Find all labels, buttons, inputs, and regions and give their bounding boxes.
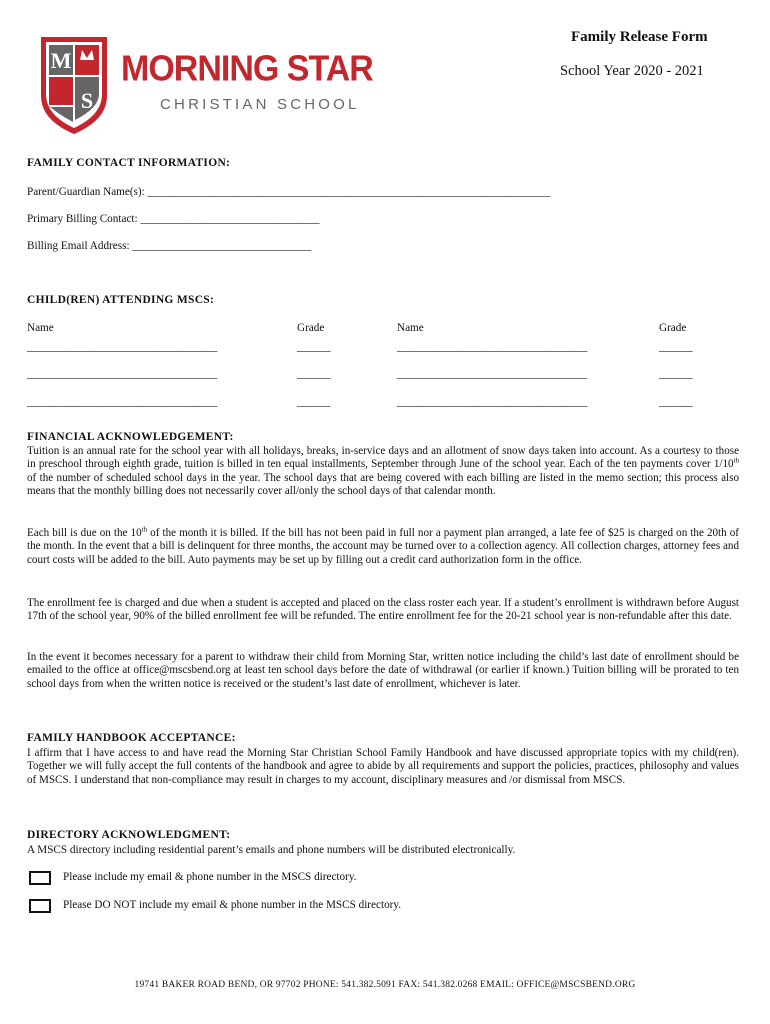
child-grade-field[interactable]: ______ bbox=[297, 396, 331, 408]
form-title: Family Release Form bbox=[571, 29, 708, 45]
child-grade-field[interactable]: ______ bbox=[297, 368, 331, 380]
include-directory-checkbox[interactable] bbox=[29, 871, 51, 885]
child-grade-field[interactable]: ______ bbox=[297, 341, 331, 353]
exclude-directory-checkbox[interactable] bbox=[29, 899, 51, 913]
school-subtitle: CHRISTIAN SCHOOL bbox=[160, 96, 360, 113]
logo-letter-s: S bbox=[80, 88, 94, 113]
logo-letter-m: M bbox=[50, 48, 72, 73]
parent-guardian-field[interactable]: Parent/Guardian Name(s): ________________________________________________________________________ bbox=[27, 186, 551, 198]
child-grade-field[interactable]: ______ bbox=[659, 368, 693, 380]
footer-contact: 19741 BAKER ROAD BEND, OR 97702 PHONE: 541.382.5091 FAX: 541.382.0268 EMAIL: OFFICE@MSCSBEND.ORG bbox=[134, 980, 636, 990]
child-name-field[interactable]: __________________________________ bbox=[397, 341, 588, 353]
child-name-field[interactable]: __________________________________ bbox=[27, 341, 218, 353]
withdrawal-paragraph: In the event it becomes necessary for a parent to withdraw their child from Morning Star, written notice including the child’s last date of enrollment should be emailed to the office at office@mscsbend.org at least ten school days before the date of withdrawal (or earlier if known.) Tuition billing will be prorated to ten school days from when the written notice is received or the student’s last date of enrollment, whichever is later. bbox=[27, 651, 739, 690]
child-name-field[interactable]: __________________________________ bbox=[397, 396, 588, 408]
name-column-header: Name bbox=[27, 322, 54, 334]
grade-column-header: Grade bbox=[659, 322, 687, 334]
school-name: MORNING STAR bbox=[121, 49, 373, 89]
child-grade-field[interactable]: ______ bbox=[659, 341, 693, 353]
directory-heading: DIRECTORY ACKNOWLEDGMENT: bbox=[27, 829, 231, 841]
children-heading: CHILD(REN) ATTENDING MSCS: bbox=[27, 294, 215, 306]
financial-heading: FINANCIAL ACKNOWLEDGEMENT: bbox=[27, 431, 234, 443]
primary-billing-contact-field[interactable]: Primary Billing Contact: ________________________________ bbox=[27, 213, 320, 225]
financial-paragraph: Tuition is an annual rate for the school year with all holidays, breaks, in-service days and an allotment of snow days taken into account. As a courtesy to those in preschool through eighth grade, tuition is billed in ten equal installments, September through June of the school year. Each of the ten payments cover 1/10th of the number of scheduled school days in the year. The school days that are being covered with each billing are listed in the memo section; this process also means that the monthly billing does not necessarily cover all/only the school days of that calendar month. bbox=[27, 445, 739, 497]
include-directory-label: Please include my email & phone number in the MSCS directory. bbox=[63, 871, 357, 883]
handbook-heading: FAMILY HANDBOOK ACCEPTANCE: bbox=[27, 732, 236, 744]
child-name-field[interactable]: __________________________________ bbox=[27, 396, 218, 408]
name-column-header: Name bbox=[397, 322, 424, 334]
child-name-field[interactable]: __________________________________ bbox=[27, 368, 218, 380]
child-name-field[interactable]: __________________________________ bbox=[397, 368, 588, 380]
enrollment-fee-paragraph: The enrollment fee is charged and due when a student is accepted and placed on the class roster each year. If a student’s enrollment is withdrawn before August 17th of the school year, 90% of the billed enrollment fee will be refunded. The entire enrollment fee for the 20-21 school year is non-refundable after this date. bbox=[27, 597, 739, 623]
grade-column-header: Grade bbox=[297, 322, 325, 334]
family-contact-heading: FAMILY CONTACT INFORMATION: bbox=[27, 157, 231, 169]
billing-email-field[interactable]: Billing Email Address: ________________________________ bbox=[27, 240, 312, 252]
handbook-paragraph: I affirm that I have access to and have read the Morning Star Christian School Family Handbook and have discussed appropriate topics with my child(ren). Together we will fully accept the full contents of the handbook and agree to abide by all requirements and support the policies, practices, philosophy and values of MSCS. I understand that non-compliance may result in charges to my account, disciplinary measures and /or dismissal from MSCS. bbox=[27, 747, 739, 786]
directory-text: A MSCS directory including residential parent’s emails and phone numbers will be distributed electronically. bbox=[27, 844, 516, 856]
exclude-directory-label: Please DO NOT include my email & phone number in the MSCS directory. bbox=[63, 899, 402, 911]
school-year: School Year 2020 - 2021 bbox=[560, 63, 704, 79]
billing-paragraph: Each bill is due on the 10th of the month it is billed. If the bill has not been paid in full nor a payment plan arranged, a late fee of $25 is charged on the 20th of the month. In the event that a bill is delinquent for three months, the account may be turned over to a collection agency. All collection charges, attorney fees and court costs will be added to the bill. Auto payments may be set up by filling out a credit card authorization form in the office. bbox=[27, 525, 739, 566]
child-grade-field[interactable]: ______ bbox=[659, 396, 693, 408]
school-logo bbox=[38, 34, 110, 136]
